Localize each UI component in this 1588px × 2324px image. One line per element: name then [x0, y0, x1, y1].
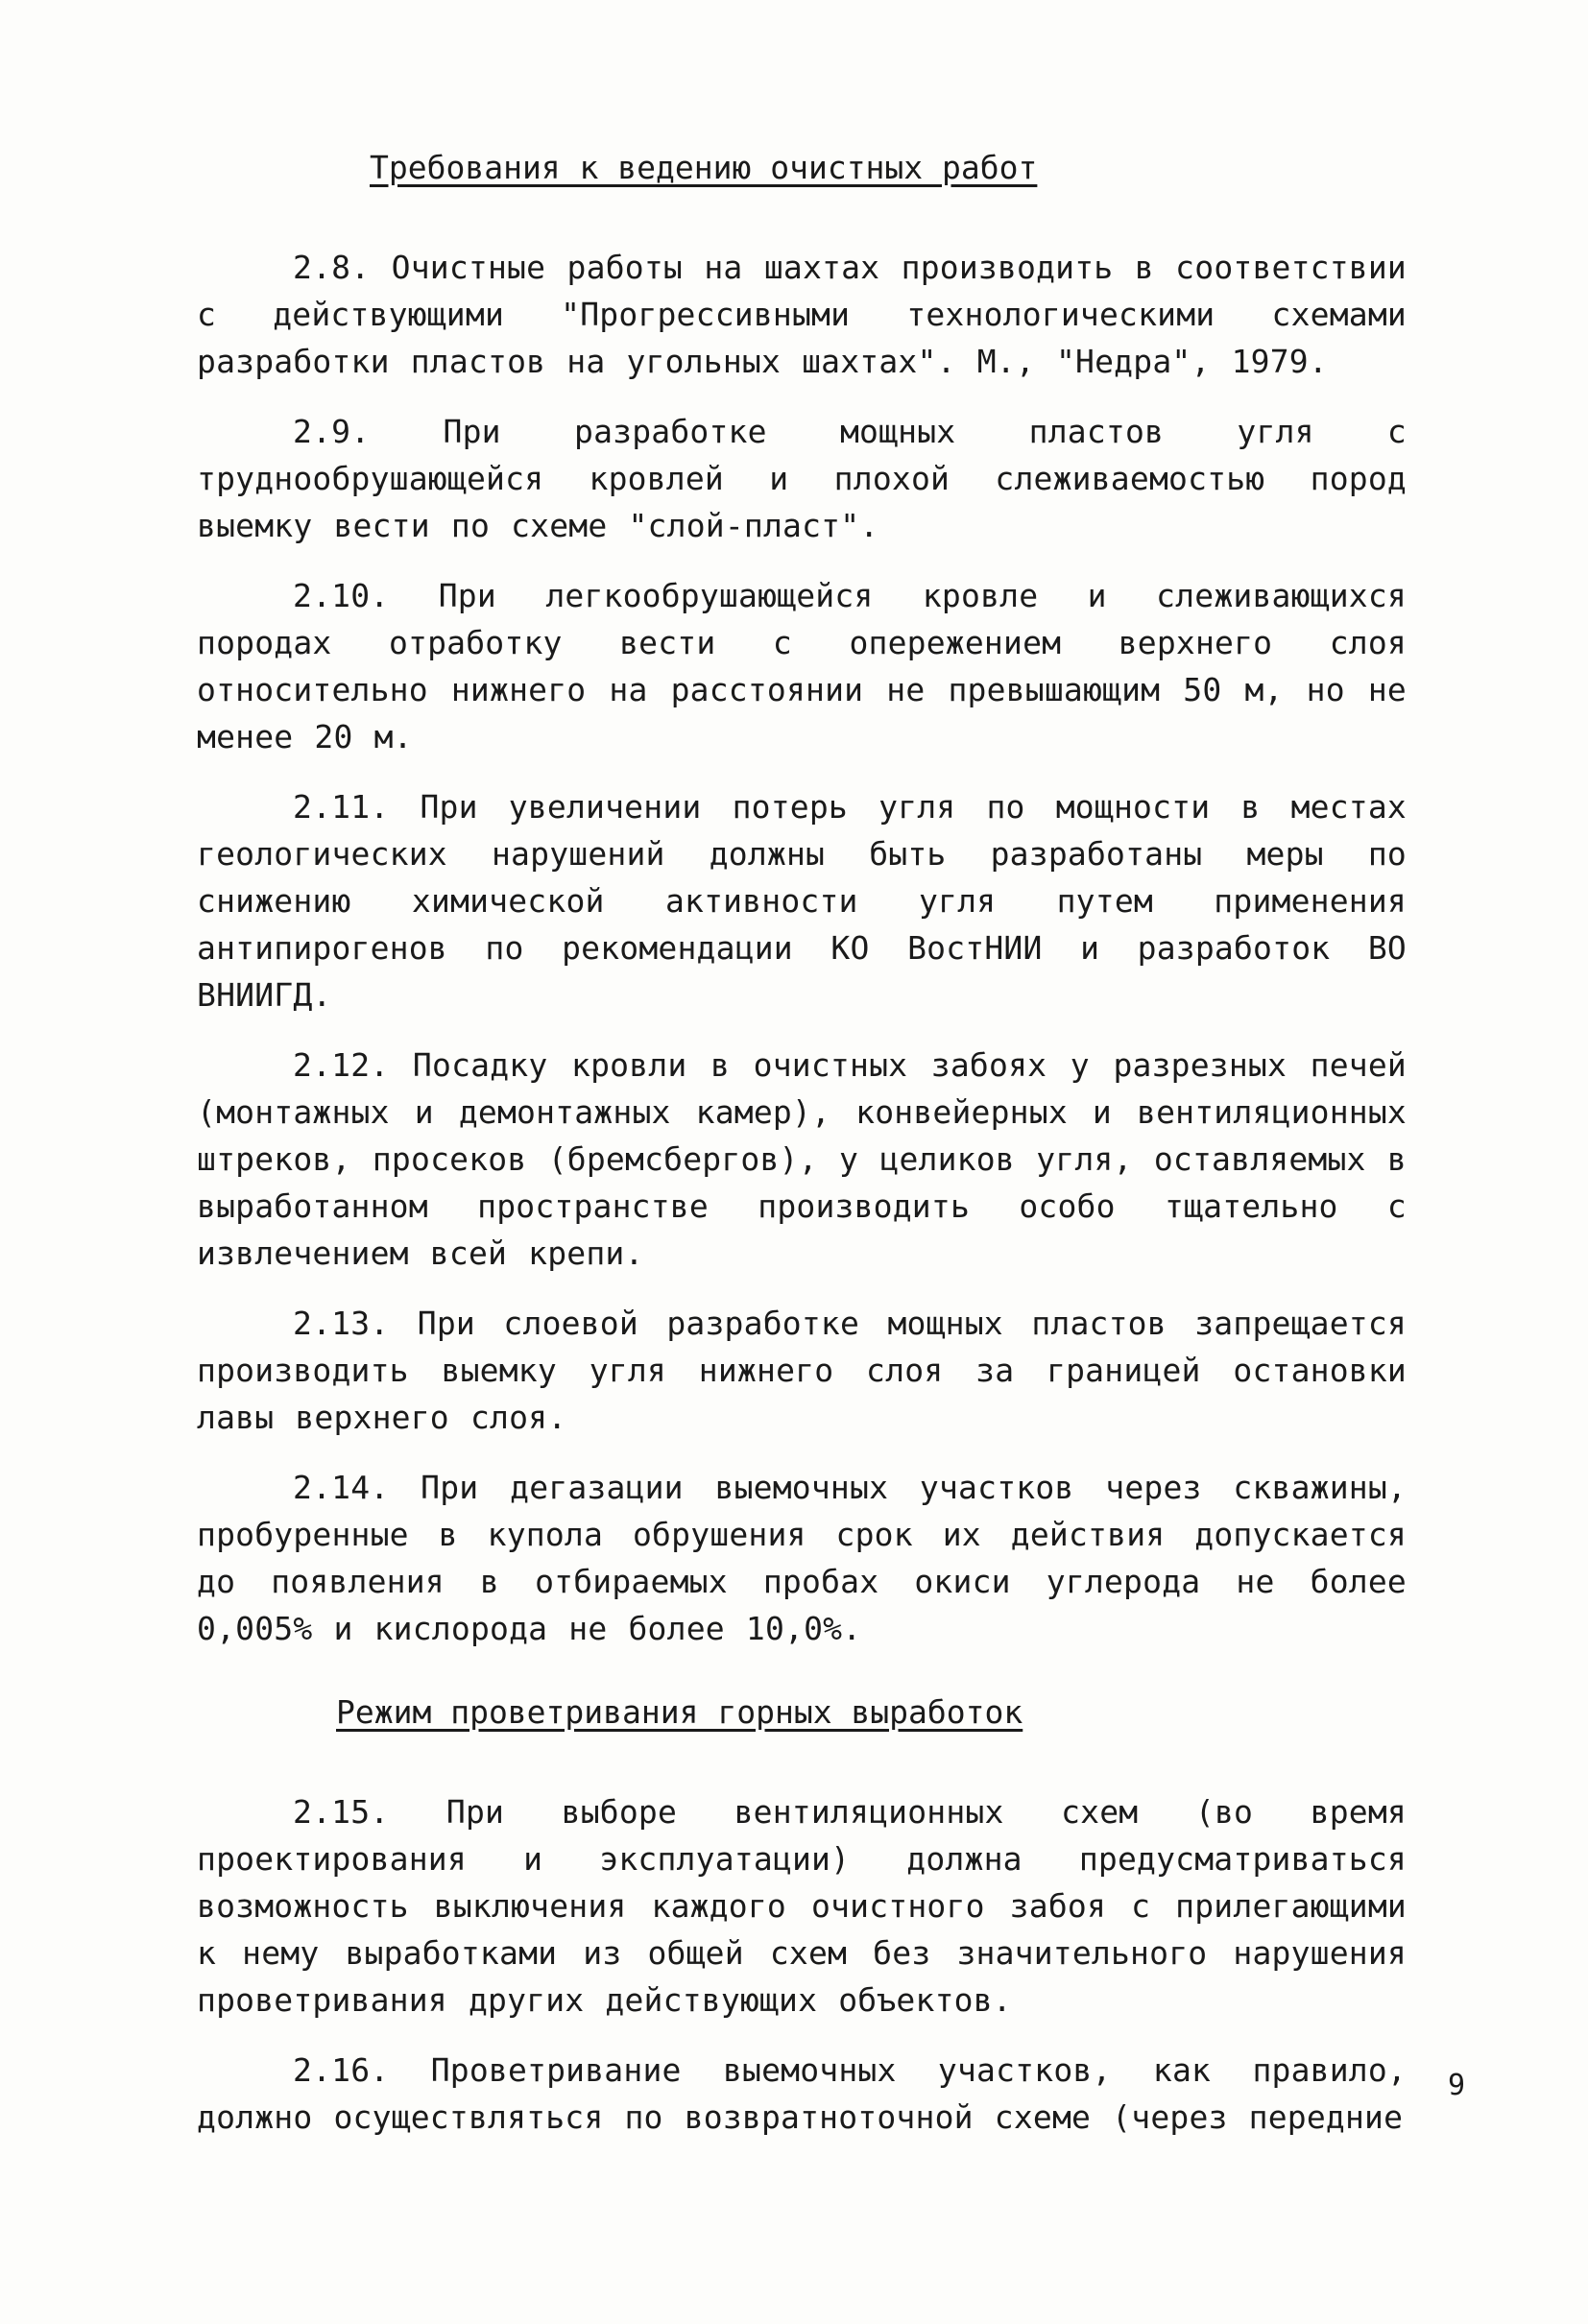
- document-body: [197, 144, 1407, 2164]
- section-heading-cleaning-works: Требования к ведению очистных работ: [370, 149, 1038, 186]
- page-number: 9: [1448, 2069, 1466, 2102]
- paragraph-2-13: 2.13. При слоевой разработке мощных пластов запрещается производить выемку угля нижнего слоя за границей остановки лавы верхнего слоя.: [197, 1305, 1407, 1436]
- paragraph-2-9: 2.9. При разработке мощных пластов угля с труднообрушающейся кровлей и плохой слеживаемостью пород выемку вести по схеме "слой-пласт".: [197, 413, 1407, 544]
- paragraph-2-16: 2.16. Проветривание выемочных участков, как правило, должно осуществляться по возвратноточной схеме (через передние: [197, 2051, 1407, 2136]
- paragraph-2-10: 2.10. При легкообрушающейся кровле и слеживающихся породах отработку вести с опережением верхнего слоя относительно нижнего на расстоянии не превышающим 50 м, но не менее 20 м.: [197, 577, 1407, 755]
- paragraph-2-12: 2.12. Посадку кровли в очистных забоях у разрезных печей (монтажных и демонтажных камер), конвейерных и вентиляционных штреков, просеков (бремсбергов), у целиков угля, оставляемых в выработанном пространстве производить особо тщательно с извлечением всей крепи.: [197, 1046, 1407, 1272]
- paragraph-2-14: 2.14. При дегазации выемочных участков через скважины, пробуренные в купола обрушения срок их действия допускается до появления в отбираемых пробах окиси углерода не более 0,005% и кислорода не более 10,0%.: [197, 1469, 1407, 1647]
- section-heading-ventilation-mode: Режим проветривания горных выработок: [336, 1693, 1023, 1731]
- paragraph-2-11: 2.11. При увеличении потерь угля по мощности в местах геологических нарушений должны быть разработаны меры по снижению химической активности угля путем применения антипирогенов по рекомендации КО ВостНИИ и разработок ВО ВНИИГД.: [197, 788, 1407, 1014]
- paragraph-2-8: 2.8. Очистные работы на шахтах производить в соответствии с действующими "Прогрессивными технологическими схемами разработки пластов на угольных шахтах". М., "Недра", 1979.: [197, 249, 1407, 380]
- paragraph-2-15: 2.15. При выборе вентиляционных схем (во время проектирования и эксплуатации) должна предусматриваться возможность выключения каждого очистного забоя с прилегающими к нему выработками из общей схем без значительного нарушения проветривания других действующих объектов.: [197, 1793, 1407, 2019]
